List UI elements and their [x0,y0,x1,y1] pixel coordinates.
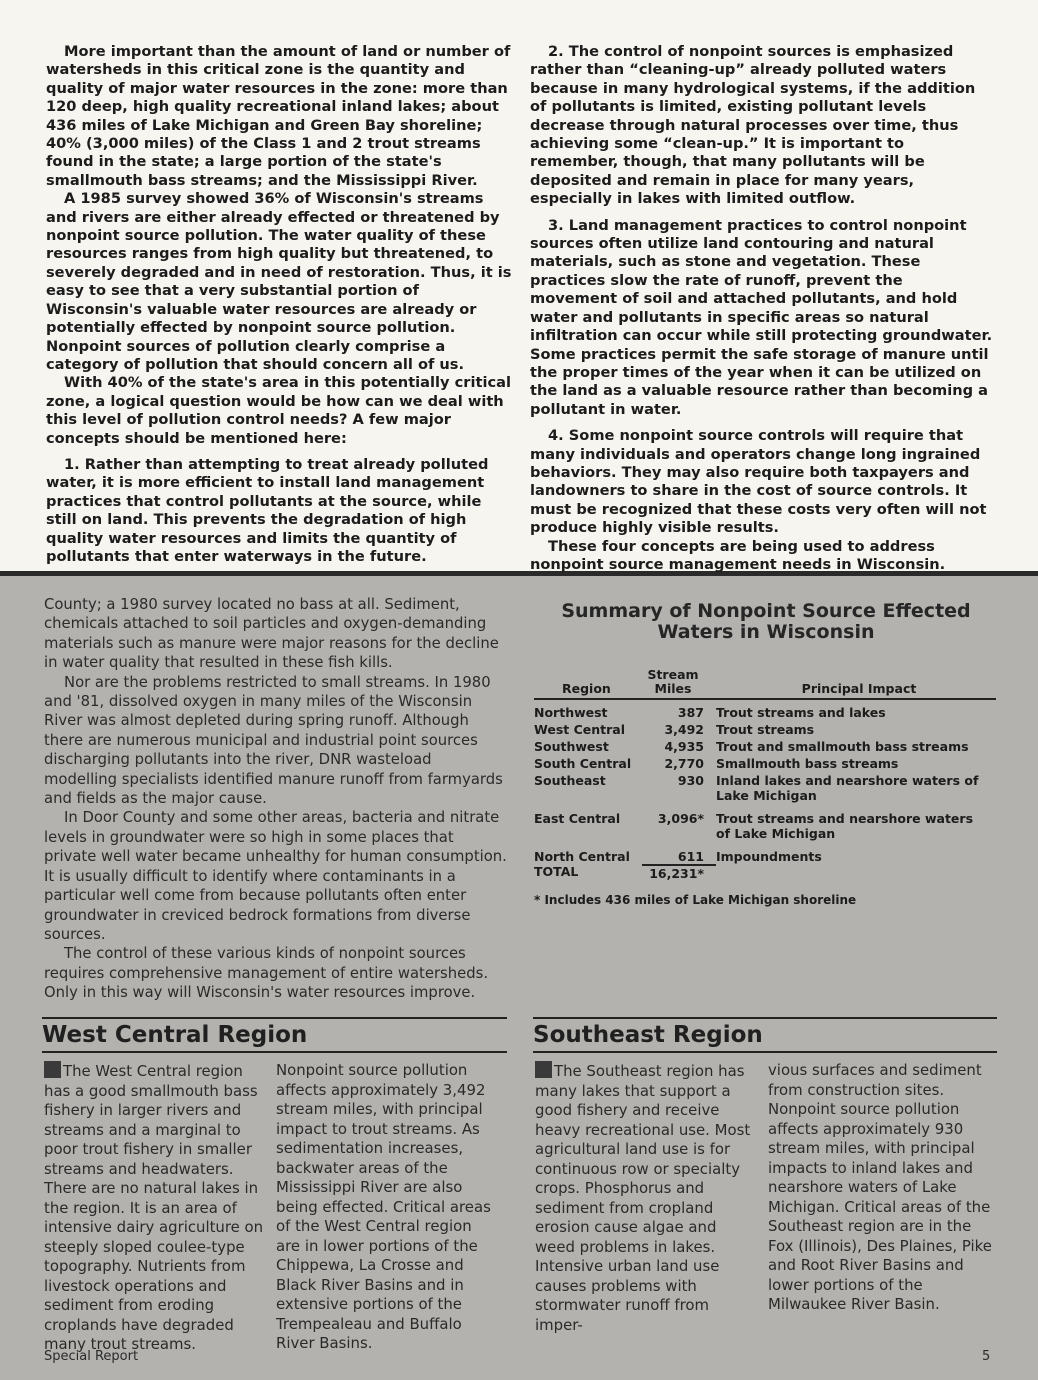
square-bullet-icon [44,1061,61,1078]
header-region: Region [562,681,611,696]
cell-impact: Smallmouth bass streams [716,756,899,771]
paragraph: With 40% of the state's area in this potentially critical zone, a logical question would be how can we deal with this level of pollution control needs? A few major concepts should be mentioned here: [46,374,511,447]
cell-miles: 16,231* [642,864,716,881]
paragraph: 1. Rather than attempting to treat already polluted water, it is more efficient to install land management practices that control pollutants at the source, while still on land. This prevents the degradation of high quality water resources and limits the quantity of pollutants that enter waterways in the future. [46,455,489,565]
bottom-left-text [44,595,508,1003]
west-central-col1 [44,1061,266,1355]
west-central-col2 [276,1061,500,1354]
table-header [534,664,996,700]
cell-region: East Central [534,811,621,826]
southeast-col1 [535,1061,757,1335]
paragraph: vious surfaces and sediment from construction sites. Nonpoint source pollution affects approximately 930 stream miles, with principal impacts to inland lakes and nearshore waters of Lake Michigan. Critical areas of the Southeast region are in the Fox (Illinois), Des Plaines, Pike and Root River Basins and lower portions of the Milwaukee River Basin. [768,1061,992,1313]
paragraph: 4. Some nonpoint source controls will require that many individuals and operators change long ingrained behaviors. They may also require both taxpayers and landowners to share in the cost of source controls. It must be recognized that these costs very often will not produce highly visible results. [530,427,987,537]
cell-miles: 3,492 [664,722,704,737]
cell-impact: Inland lakes and nearshore waters of Lake Michigan [716,773,979,803]
cell-miles: 930 [677,773,704,788]
paragraph: 2. The control of nonpoint sources is emphasized rather than “cleaning-up” already polluted waters because in many hydrological systems, if the addition of pollutants is limited, existing pollutant levels decrease through natural processes over time, thus achieving some “clean-up.” It is important to remember, though, that many pollutants will be deposited and remain in place for many years, especially in lakes with limited outflow. [530,43,976,208]
table-row [534,811,996,841]
footer-label: Special Report [44,1349,139,1364]
southeast-col2 [768,1061,994,1315]
cell-region: West Central [534,722,625,737]
paragraph: Nor are the problems restricted to small streams. In 1980 and '81, dissolved oxygen in many miles of the Wisconsin River was almost depleted during spring runoff. Although there are numerous municipal and industrial point sources discharging pollutants into the river, DNR wasteload modelling specialists identified manure runoff from farmyards and fields as the major cause. [44,673,503,808]
paragraph: County; a 1980 survey located no bass at all. Sediment, chemicals attached to soil particles and oxygen-demanding materials such as manure were major reasons for the decline in water quality that resulted in these fish kills. [44,596,499,672]
cell-impact: Trout and smallmouth bass streams [716,739,969,754]
paragraph: In Door County and some other areas, bacteria and nitrate levels in groundwater were so high in some places that private well water became unhealthy for human consumption. It is usually difficult to identify where contaminants in a particular well come from because pollutants often enter groundwater in creviced bedrock formations from diverse sources. [44,809,507,943]
top-right-column [530,43,993,574]
southeast-heading: Southeast Region [533,1017,997,1053]
table-footnote: * Includes 436 miles of Lake Michigan shoreline [534,893,857,907]
cell-miles: 4,935 [664,739,704,754]
header-impact: Principal Impact [801,681,917,696]
paragraph: The control of these various kinds of nonpoint sources requires comprehensive management of entire watersheds. Only in this way will Wisconsin's water resources improve. [44,945,489,1002]
cell-impact: Trout streams and nearshore waters of Lake Michigan [716,811,974,841]
header-miles: Stream Miles [647,667,699,696]
table-row [534,849,996,864]
cell-miles: 3,096* [657,811,704,826]
paragraph: The Southeast region has many lakes that support a good fishery and receive heavy recreational use. Most agricultural land use is for continuous row or specialty crops. Phosphorus and sediment from cropland erosion cause algae and weed problems in lakes. Intensive urban land use causes problems with stormwater runoff from imper- [535,1062,751,1334]
paragraph: These four concepts are being used to address nonpoint source management needs in Wisconsin. [530,537,946,573]
summary-table [534,664,996,907]
table-row [534,705,996,720]
square-bullet-icon [535,1061,552,1078]
paragraph: The West Central region has a good smallmouth bass fishery in larger rivers and streams and a marginal to poor trout fishery in smaller streams and headwaters. There are no natural lakes in the region. It is an area of intensive dairy agriculture on steeply sloped coulee-type topography. Nutrients from livestock operations and sediment from eroding croplands have degraded many trout streams. [44,1062,264,1353]
cell-impact: Trout streams [716,722,815,737]
table-row [534,773,996,803]
cell-miles: 387 [677,705,704,720]
table-row [534,756,996,771]
table-total-row [534,864,996,881]
table-row [534,739,996,754]
paragraph: A 1985 survey showed 36% of Wisconsin's streams and rivers are either already effected or threatened by nonpoint source pollution. The water quality of these resources ranges from high quality but threatened, to severely degraded and in need of restoration. Thus, it is easy to see that a very substantial portion of Wisconsin's valuable water resources are already or potentially effected by nonpoint source pollution. Nonpoint sources of pollution clearly comprise a category of pollution that should concern all of us. [46,190,512,373]
cell-region: TOTAL [534,864,579,879]
cell-impact: Trout streams and lakes [716,705,886,720]
cell-region: Southeast [534,773,606,788]
cell-region: Southwest [534,739,609,754]
cell-miles: 2,770 [664,756,704,771]
top-left-column [46,43,512,566]
cell-region: North Central [534,849,630,864]
cell-region: South Central [534,756,632,771]
west-central-heading: West Central Region [42,1017,507,1053]
cell-region: Northwest [534,705,608,720]
cell-impact: Impoundments [716,849,822,864]
cell-miles: 611 [677,849,704,864]
table-row [534,722,996,737]
summary-title: Summary of Nonpoint Source Effected Waters in Wisconsin [561,600,971,643]
paragraph: Nonpoint source pollution affects approximately 3,492 stream miles, with principal impact to trout streams. As sedimentation increases, backwater areas of the Mississippi River are also being effected. Critical areas of the West Central region are in lower portions of the Chippewa, La Crosse and Black River Basins and in extensive portions of the Trempealeau and Buffalo River Basins. [276,1061,491,1352]
paragraph: 3. Land management practices to control nonpoint sources often utilize land contouring and natural materials, such as stone and vegetation. These practices slow the rate of runoff, prevent the movement of soil and attached pollutants, and hold water and pollutants in specific areas so natural infiltration can occur while still protecting groundwater. Some practices permit the safe storage of manure until the proper times of the year when it can be utilized on the land as a valuable resource rather than becoming a pollutant in water. [530,216,993,418]
paragraph: More important than the amount of land or number of watersheds in this critical zone is the quantity and quality of major water resources in the zone: more than 120 deep, high quality recreational inland lakes; about 436 miles of Lake Michigan and Green Bay shoreline; 40% (3,000 miles) of the Class 1 and 2 trout streams found in the state; a large portion of the state's smallmouth bass streams; and the Mississippi River. [46,43,511,189]
page-number: 5 [982,1349,991,1364]
